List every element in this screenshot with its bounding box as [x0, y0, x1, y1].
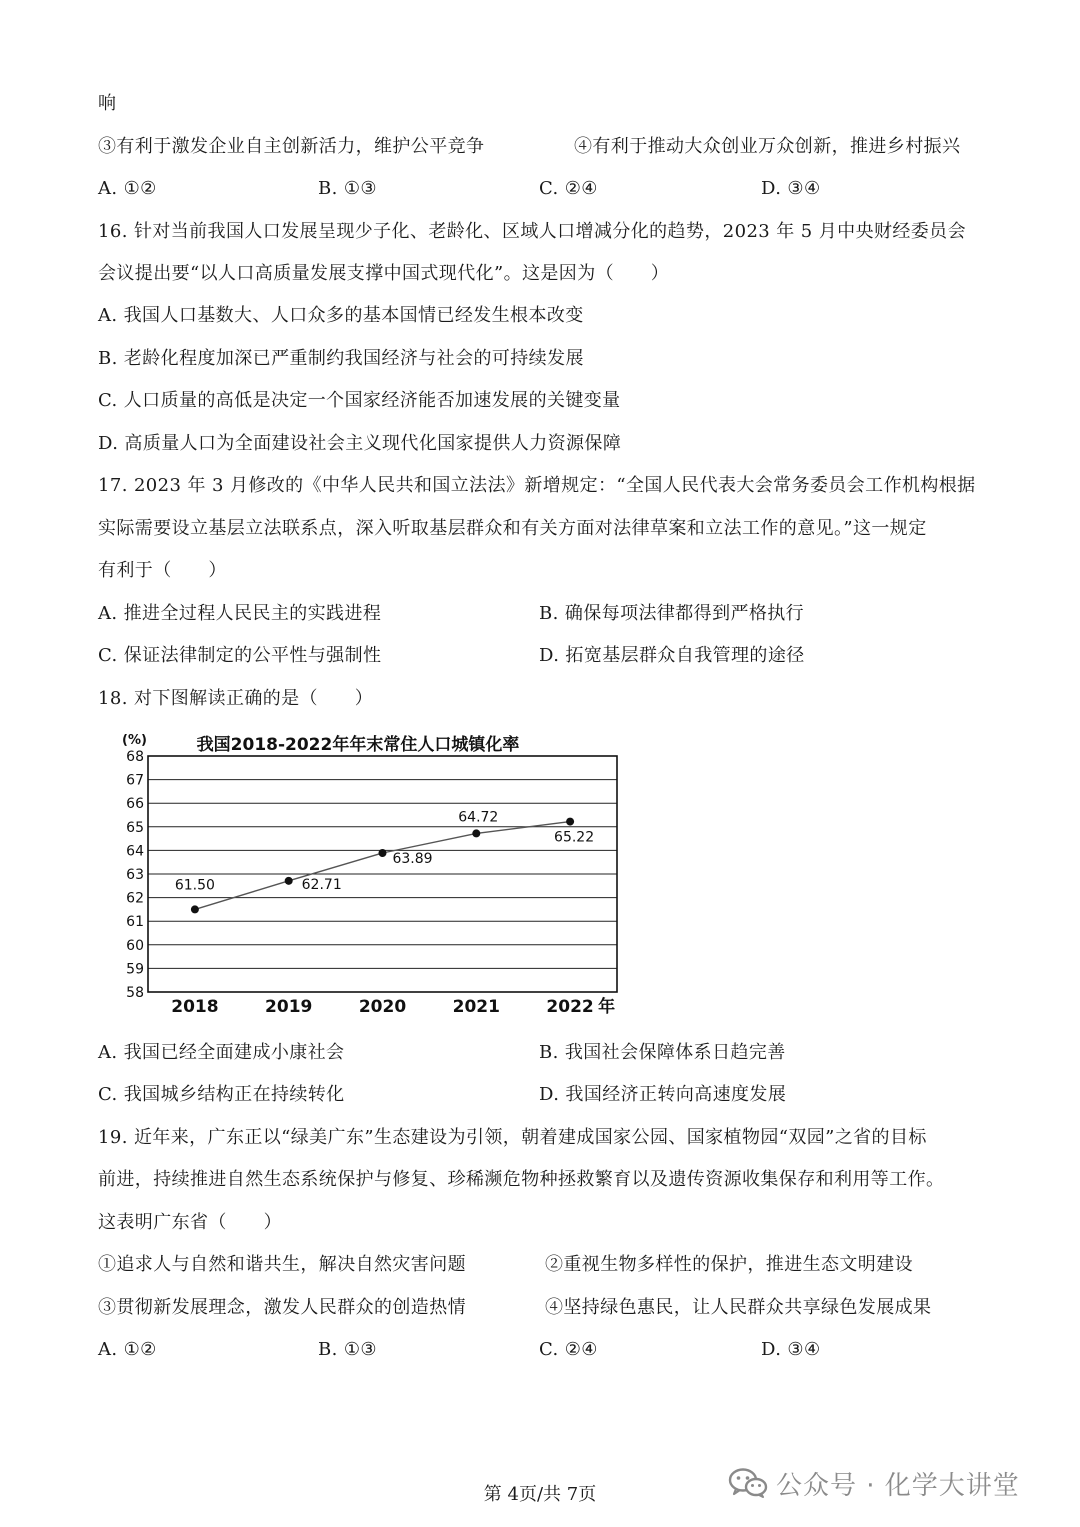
data-point: [285, 877, 293, 885]
urbanization-line-chart: [108, 724, 628, 1020]
q18-option-c: C. 我国城乡结构正在持续转化: [98, 1084, 345, 1105]
q15-option-d: D. ③④: [761, 178, 821, 199]
x-tick-label: 2018: [171, 997, 219, 1017]
q17-stem-line-2: 实际需要设立基层立法联系点，深入听取基层群众和有关方面对法律草案和立法工作的意见。”这一规定: [98, 518, 927, 539]
q18-option-a: A. 我国已经全面建成小康社会: [98, 1042, 345, 1063]
chart-x-unit: 年: [598, 997, 616, 1017]
chart-y-ticks: [126, 749, 144, 1001]
q17-stem-line-3: 有利于（ ）: [98, 560, 227, 581]
q18-option-d: D. 我国经济正转向高速度发展: [539, 1084, 787, 1105]
y-tick-label: 65: [126, 819, 144, 836]
q18-stem: 18. 对下图解读正确的是（ ）: [98, 688, 374, 709]
q17-option-d: D. 拓宽基层群众自我管理的途径: [539, 645, 805, 666]
q19-stem-line-3: 这表明广东省（ ）: [98, 1212, 282, 1233]
y-tick-label: 66: [126, 796, 144, 813]
y-tick-label: 63: [126, 867, 144, 883]
q16-option-d: D. 高质量人口为全面建设社会主义现代化国家提供人力资源保障: [98, 433, 622, 454]
q18-option-b: B. 我国社会保障体系日趋完善: [539, 1042, 786, 1063]
y-tick-label: 61: [126, 914, 144, 931]
wechat-icon: [728, 1467, 768, 1499]
q17-stem-line-1: 17. 2023 年 3 月修改的《中华人民共和国立法法》新增规定：“全国人民代表大会常务委员会工作机构根据: [98, 475, 976, 496]
q16-stem-line-2: 会议提出要“以人口高质量发展支撑中国式现代化”。这是因为（ ）: [98, 263, 670, 284]
data-point: [379, 849, 387, 857]
q19-stem-line-2: 前进，持续推进自然生态系统保护与修复、珍稀濒危物种拯救繁育以及遗传资源收集保存和利用等工作。: [98, 1169, 945, 1190]
data-label: 61.50: [174, 877, 215, 894]
watermark: [728, 1463, 1020, 1503]
data-point: [472, 829, 480, 837]
chart-points: [191, 818, 574, 914]
x-tick-label: 2021: [452, 997, 500, 1017]
y-tick-label: 62: [126, 890, 144, 907]
q17-option-a: A. 推进全过程人民民主的实践进程: [98, 603, 382, 624]
q19-statement-4: ④坚持绿色惠民，让人民群众共享绿色发展成果: [545, 1297, 932, 1318]
y-tick-label: 67: [126, 772, 144, 789]
y-tick-label: 58: [126, 985, 144, 1001]
q17-option-c: C. 保证法律制定的公平性与强制性: [98, 645, 382, 666]
chart-y-unit: (%): [122, 733, 147, 748]
q17-option-b: B. 确保每项法律都得到严格执行: [539, 603, 805, 624]
q15-option-a: A. ①②: [98, 178, 157, 199]
q19-option-a: A. ①②: [98, 1339, 157, 1360]
x-tick-label: 2022: [546, 997, 594, 1017]
watermark-text: 公众号 · 化学大讲堂: [776, 1470, 1020, 1501]
data-label: 64.72: [458, 809, 499, 826]
data-label: 65.22: [554, 829, 595, 846]
q15-statement-4: ④有利于推动大众创业万众创新，推进乡村振兴: [574, 136, 961, 157]
y-tick-label: 68: [126, 749, 144, 765]
q19-option-c: C. ②④: [539, 1339, 598, 1360]
q16-option-a: A. 我国人口基数大、人口众多的基本国情已经发生根本改变: [98, 305, 584, 326]
data-point: [566, 818, 574, 826]
page-footer: 第 4页/共 7页: [483, 1484, 597, 1505]
data-label: 63.89: [392, 850, 433, 867]
chart-grid: [148, 780, 617, 969]
chart-title: 我国2018-2022年年末常住人口城镇化率: [196, 735, 520, 755]
y-tick-label: 59: [126, 961, 144, 978]
data-point: [191, 905, 199, 913]
q16-option-c: C. 人口质量的高低是决定一个国家经济能否加速发展的关键变量: [98, 390, 621, 411]
q19-option-b: B. ①③: [318, 1339, 377, 1360]
x-tick-label: 2020: [358, 997, 407, 1017]
chart-series-line: [195, 822, 570, 910]
q19-option-d: D. ③④: [761, 1339, 821, 1360]
q16-stem-line-1: 16. 针对当前我国人口发展呈现少子化、老龄化、区域人口增减分化的趋势，2023 年 5 月中央财经委员会: [98, 221, 966, 242]
q15-option-c: C. ②④: [539, 178, 598, 199]
y-tick-label: 64: [126, 843, 144, 860]
q19-stem-line-1: 19. 近年来，广东正以“绿美广东”生态建设为引领，朝着建成国家公园、国家植物园“双园”之省的目标: [98, 1127, 927, 1148]
q19-statement-1: ①追求人与自然和谐共生，解决自然灾害问题: [98, 1254, 466, 1275]
x-tick-label: 2019: [265, 997, 313, 1017]
y-tick-label: 60: [126, 937, 144, 954]
chart-x-ticks: [171, 997, 594, 1017]
data-label: 62.71: [301, 876, 342, 893]
q15-statement-3: ③有利于激发企业自主创新活力，维护公平竞争: [98, 136, 485, 157]
q16-option-b: B. 老龄化程度加深已严重制约我国经济与社会的可持续发展: [98, 348, 584, 369]
q15-option-b: B. ①③: [318, 178, 377, 199]
q15-continuation: 响: [98, 93, 117, 114]
q19-statement-3: ③贯彻新发展理念，激发人民群众的创造热情: [98, 1297, 466, 1318]
q19-statement-2: ②重视生物多样性的保护，推进生态文明建设: [545, 1254, 913, 1275]
